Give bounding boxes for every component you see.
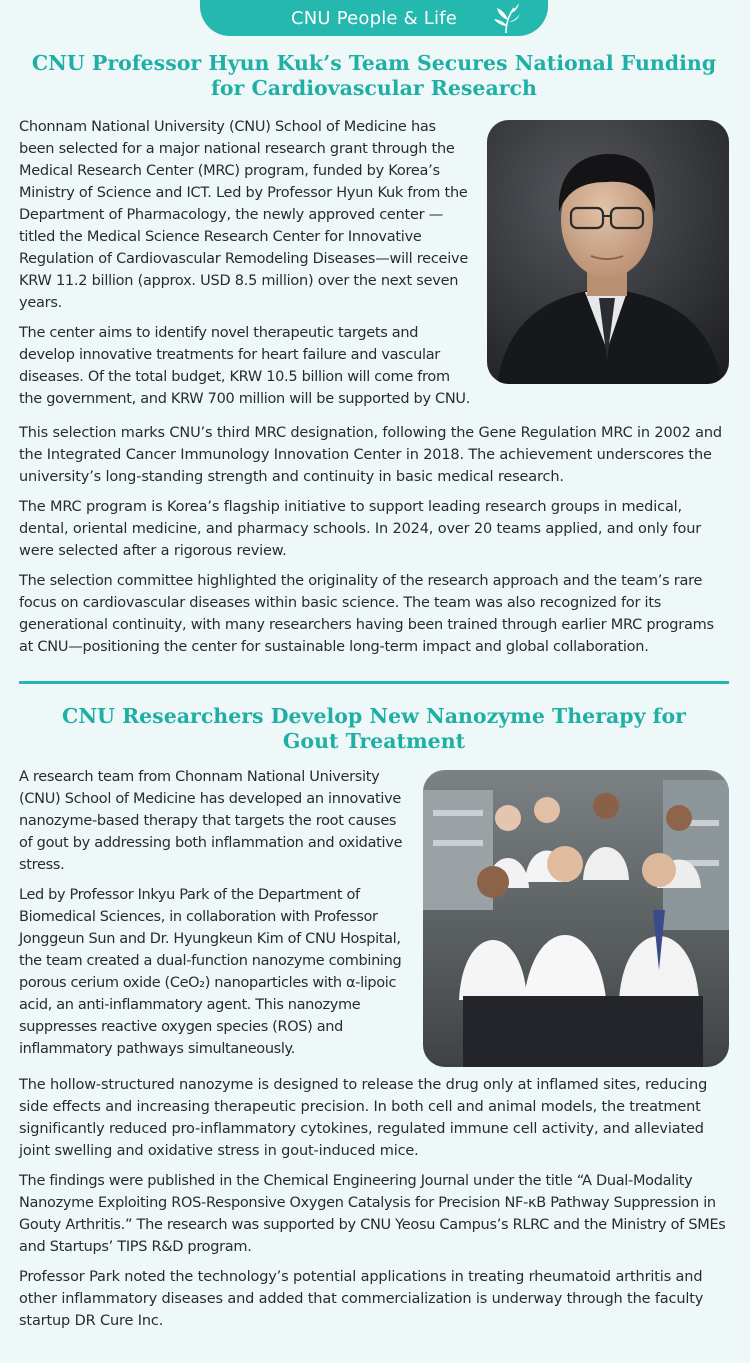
article2-paragraph-4: The findings were published in the Chemical Engineering Journal under the title “A Dual-Modality Nanozyme Exploiting ROS-Responsive Oxygen Catalysis for Precision NF-κB Pathway Suppression in Gouty Arthritis.” The research was supported by CNU Yeosu Campus’s RLRC and the Ministry of SMEs and Startups’ TIPS R&D program. <box>19 1173 726 1255</box>
article2-paragraph-3: The hollow-structured nanozyme is designed to release the drug only at inflamed sites, reducing side effects and increasing therapeutic precision. In both cell and animal models, the treatment significantly reduced pro-inflammatory cytokines, regulated immune cell activity, and alleviated joint swelling and oxidative stress in gout-induced mice. <box>19 1077 708 1159</box>
article2-headline: CNU Researchers Develop New Nanozyme Therapy for Gout Treatment <box>62 704 686 753</box>
leaf-sprig-icon <box>492 2 522 34</box>
article2-paragraph-1: A research team from Chonnam National University (CNU) School of Medicine has developed an innovative nanozyme-based therapy that targets the root causes of gout by addressing both inflammation and oxidative stress. <box>19 769 403 873</box>
article1-paragraph-4: The MRC program is Korea’s flagship initiative to support leading research groups in medical, dental, oriental medicine, and pharmacy schools. In 2024, over 20 teams applied, and only four were selected after a rigorous review. <box>19 499 702 559</box>
article2-paragraph-2: Led by Professor Inkyu Park of the Department of Biomedical Sciences, in collaboration with Professor Jonggeun Sun and Dr. Hyungkeun Kim of CNU Hospital, the team created a dual-function nanozyme combining porous cerium oxide (CeO₂) nanoparticles with α-lipoic acid, an anti-inflammatory agent. This nanozyme suppresses reactive oxygen species (ROS) and inflammatory pathways simultaneously. <box>19 887 402 1057</box>
article1-paragraph-1: Chonnam National University (CNU) School of Medicine has been selected for a major national research grant through the Medical Research Center (MRC) program, funded by Korea’s Ministry of Science and ICT. Led by Professor Hyun Kuk from the Department of Pharmacology, the newly approved center —titled the Medical Science Research Center for Innovative Regulation of Cardiovascular Remodeling Diseases—will receive KRW 11.2 billion (approx. USD 8.5 million) over the next seven years. <box>19 119 469 311</box>
article1-headline: CNU Professor Hyun Kuk’s Team Secures National Funding for Cardiovascular Research <box>31 51 717 100</box>
professor-portrait-photo <box>487 120 729 384</box>
article1-body-bottom <box>19 422 729 658</box>
section-title: CNU People & Life <box>290 7 458 29</box>
article1-paragraph-2: The center aims to identify novel therapeutic targets and develop innovative treatments for heart failure and vascular diseases. Of the total budget, KRW 10.5 billion will come from the government, and KRW 700 million will be supported by CNU. <box>19 325 471 407</box>
article1-paragraph-5: The selection committee highlighted the originality of the research approach and the team’s rare focus on cardiovascular diseases within basic science. The team was also recognized for its generational continuity, with many researchers having been trained through earlier MRC programs at CNU—positioning the center for sustainable long-term impact and global collaboration. <box>19 573 714 655</box>
section-header-tab <box>200 0 548 36</box>
article2-paragraph-5: Professor Park noted the technology’s potential applications in treating rheumatoid arthritis and other inflammatory diseases and added that commercialization is underway through the faculty startup DR Cure Inc. <box>19 1269 704 1329</box>
research-team-photo <box>423 770 729 1067</box>
article2-body-bottom <box>19 1074 729 1332</box>
article1-paragraph-3: This selection marks CNU’s third MRC designation, following the Gene Regulation MRC in 2002 and the Integrated Cancer Immunology Innovation Center in 2018. The achievement underscores the university’s long-standing strength and continuity in basic medical research. <box>19 425 722 485</box>
section-divider <box>19 681 729 684</box>
